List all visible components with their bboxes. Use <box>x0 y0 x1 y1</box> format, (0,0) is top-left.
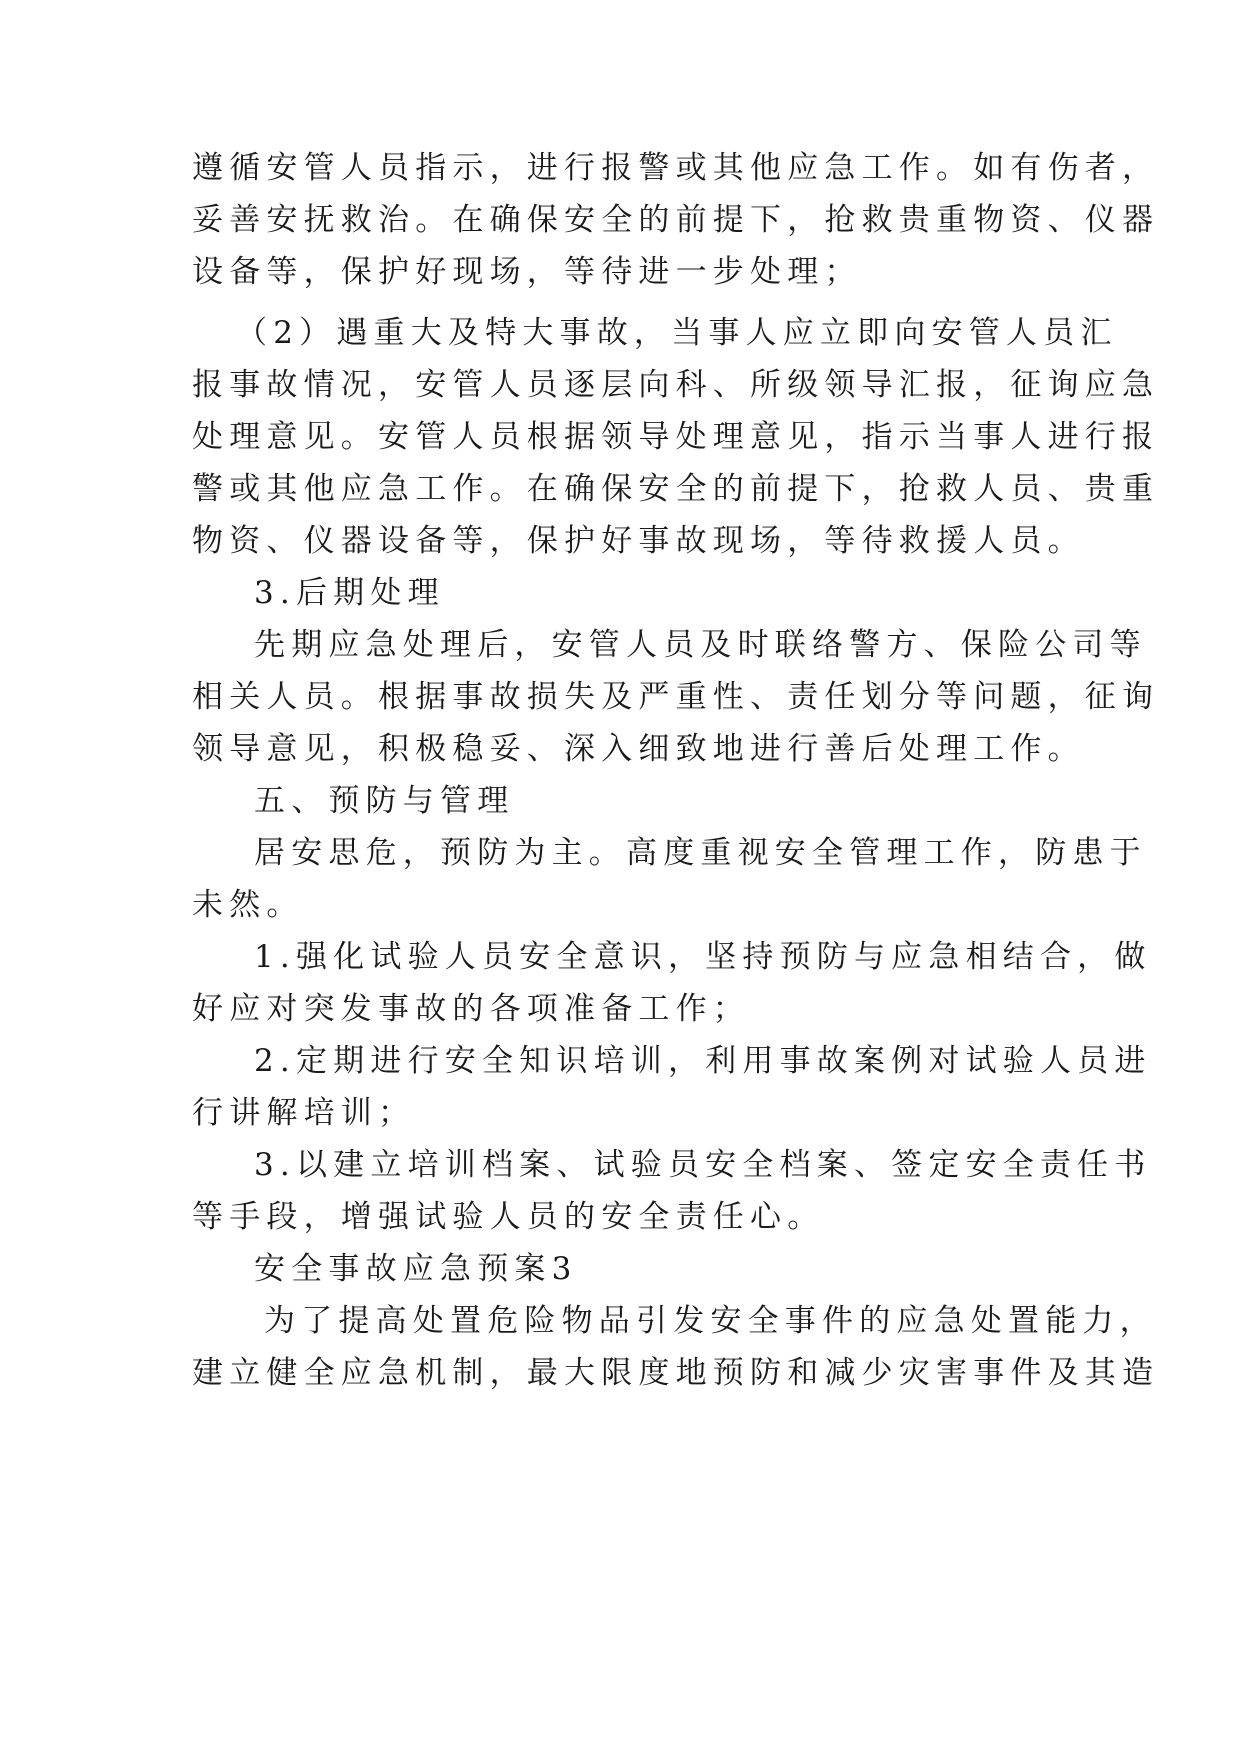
body-text-line: 3.以建立培训档案、试验员安全档案、签定安全责任书 <box>254 1147 1152 1183</box>
body-text-line: 先期应急处理后，安管人员及时联络警方、保险公司等 <box>254 627 1147 663</box>
body-text-line: 行讲解培训； <box>192 1095 416 1131</box>
body-text-line: 报事故情况，安管人员逐层向科、所级领导汇报，征询应急 <box>192 367 1160 403</box>
body-text-line: 警或其他应急工作。在确保安全的前提下，抢救人员、贵重 <box>192 471 1160 507</box>
body-text-line: 居安思危，预防为主。高度重视安全管理工作，防患于 <box>254 835 1147 871</box>
body-text-line: 物资、仪器设备等，保护好事故现场，等待救援人员。 <box>192 523 1085 559</box>
body-text-line: 未然。 <box>192 887 304 923</box>
body-text-line: 等手段，增强试验人员的安全责任心。 <box>192 1199 825 1235</box>
body-text-line: 遵循安管人员指示，进行报警或其他应急工作。如有伤者， <box>192 150 1160 186</box>
body-text-line: 2.定期进行安全知识培训，利用事故案例对试验人员进 <box>254 1043 1152 1079</box>
section-heading: 3.后期处理 <box>254 575 445 611</box>
section-heading: 五、预防与管理 <box>254 783 515 819</box>
body-text-line: 相关人员。根据事故损失及严重性、责任划分等问题，征询 <box>192 679 1160 715</box>
body-text-line: 处理意见。安管人员根据领导处理意见，指示当事人进行报 <box>192 419 1160 455</box>
section-heading: 安全事故应急预案3 <box>254 1251 578 1287</box>
body-text-line: 妥善安抚救治。在确保安全的前提下，抢救贵重物资、仪器 <box>192 202 1160 238</box>
body-text-line: 好应对突发事故的各项准备工作； <box>192 991 750 1027</box>
body-text-line: 为了提高处置危险物品引发安全事件的应急处置能力， <box>264 1303 1157 1339</box>
body-text-line: 1.强化试验人员安全意识，坚持预防与应急相结合，做 <box>254 939 1152 975</box>
body-text-line: 领导意见，积极稳妥、深入细致地进行善后处理工作。 <box>192 731 1085 767</box>
body-text-line: 建立健全应急机制，最大限度地预防和减少灾害事件及其造 <box>192 1355 1160 1391</box>
body-text-line: （2）遇重大及特大事故，当事人应立即向安管人员汇 <box>236 315 1118 351</box>
body-text-line: 设备等，保护好现场，等待进一步处理； <box>192 254 862 290</box>
